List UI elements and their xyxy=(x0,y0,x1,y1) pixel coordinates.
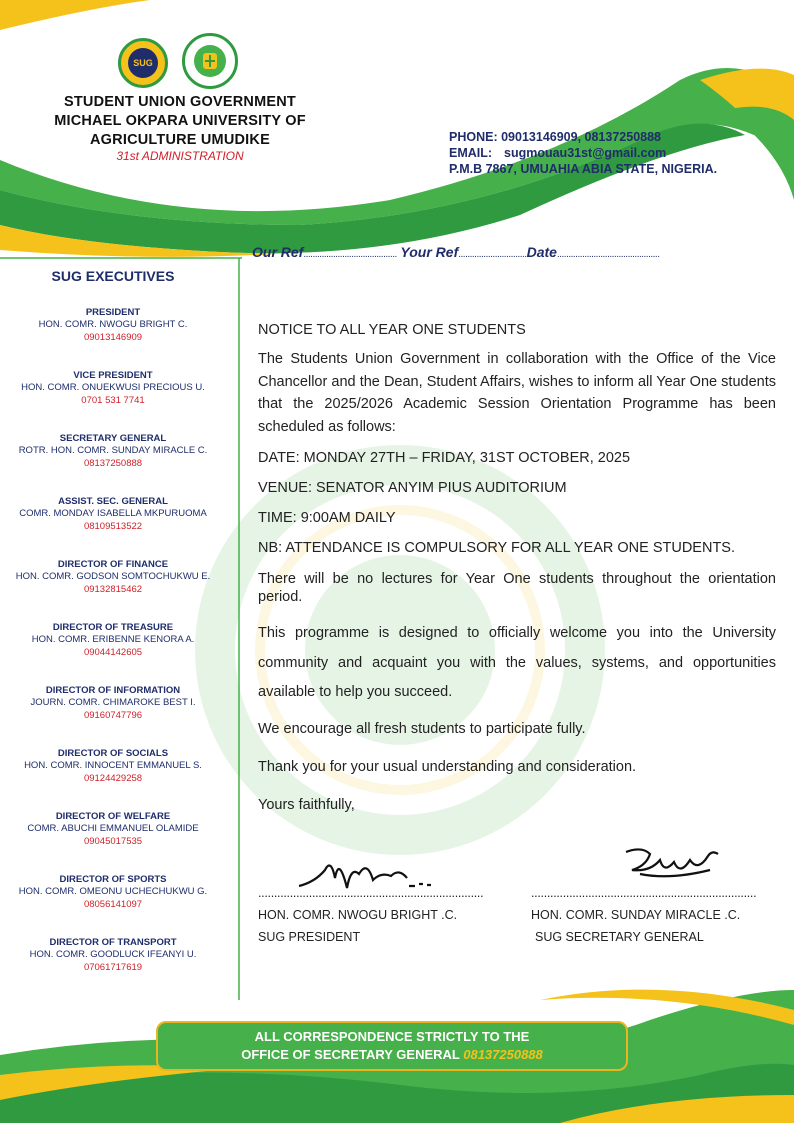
organization-name xyxy=(30,93,330,150)
executive-phone: 09045017535 xyxy=(83,836,143,847)
executive-phone: 08056141097 xyxy=(83,899,143,910)
email-label: EMAIL: xyxy=(449,146,493,160)
executive-entry xyxy=(10,622,216,685)
executive-name: HON. COMR. INNOCENT EMMANUEL S. xyxy=(24,760,202,771)
attendance-note: NB: ATTENDANCE IS COMPULSORY FOR ALL YEAR ONE STUDENTS. xyxy=(258,540,735,556)
secretary-signature xyxy=(620,840,730,886)
executive-title: DIRECTOR OF TRANSPORT xyxy=(49,937,177,948)
closing-text: Yours faithfully, xyxy=(258,796,355,813)
executive-phone: 0701 531 7741 xyxy=(81,395,145,406)
executive-name: HON. COMR. GOODLUCK IFEANYI U. xyxy=(29,949,197,960)
executive-title: SECRETARY GENERAL xyxy=(59,433,167,444)
encouragement-text: We encourage all fresh students to participate fully. xyxy=(258,720,586,737)
executive-title: DIRECTOR OF TREASURE xyxy=(52,622,174,633)
notice-body xyxy=(258,322,776,813)
banner-office: OFFICE OF SECRETARY GENERAL xyxy=(241,1047,460,1062)
executive-title: DIRECTOR OF SPORTS xyxy=(59,874,167,885)
executive-entry xyxy=(10,307,216,370)
executive-name: HON. COMR. ERIBENNE KENORA A. xyxy=(31,634,195,645)
executive-entry xyxy=(10,496,216,559)
executive-name: ROTR. HON. COMR. SUNDAY MIRACLE C. xyxy=(18,445,208,456)
org-line-2: MICHAEL OKPARA UNIVERSITY OF xyxy=(54,113,306,129)
banner-phone: 08137250888 xyxy=(463,1047,543,1062)
executive-entry xyxy=(10,811,216,874)
executive-name: HON. COMR. NWOGU BRIGHT C. xyxy=(38,319,188,330)
executive-name: COMR. ABUCHI EMMANUEL OLAMIDE xyxy=(27,823,199,834)
executive-entry xyxy=(10,937,216,1000)
signature-line: ....................................................................... xyxy=(531,886,757,900)
executive-phone: 09044142605 xyxy=(83,647,143,658)
executive-name: HON. COMR. ONUEKWUSI PRECIOUS U. xyxy=(21,382,205,393)
executive-title: DIRECTOR OF INFORMATION xyxy=(45,685,181,696)
thanks-text: Thank you for your usual understanding and consideration. xyxy=(258,758,637,775)
executive-entry xyxy=(10,559,216,622)
signatory-name: HON. COMR. SUNDAY MIRACLE .C. xyxy=(531,908,741,922)
executives-list xyxy=(10,307,216,1000)
email-value: sugmouau31st@gmail.com xyxy=(504,146,667,160)
signatory-name: HON. COMR. NWOGU BRIGHT .C. xyxy=(258,908,458,922)
event-time: TIME: 9:00AM DAILY xyxy=(258,510,396,526)
crest-icon xyxy=(192,43,228,79)
executive-phone: 08137250888 xyxy=(83,458,143,469)
executive-title: ASSIST. SEC. GENERAL xyxy=(58,496,168,507)
correspondence-banner xyxy=(156,1021,628,1071)
executive-name: JOURN. COMR. CHIMAROKE BEST I. xyxy=(30,697,196,708)
org-line-3: AGRICULTURE UMUDIKE xyxy=(90,132,270,148)
executive-phone: 07061717619 xyxy=(83,962,143,973)
no-lectures-note: There will be no lectures for Year One students throughout the orientation period. xyxy=(258,571,776,605)
event-date: DATE: MONDAY 27TH – FRIDAY, 31ST OCTOBER, 2025 xyxy=(258,450,631,466)
executive-phone: 09124429258 xyxy=(83,773,143,784)
executive-title: DIRECTOR OF FINANCE xyxy=(57,559,169,570)
executives-sidebar xyxy=(10,268,216,1000)
signatory-role: SUG SECRETARY GENERAL xyxy=(535,930,704,944)
executive-entry xyxy=(10,685,216,748)
executive-entry xyxy=(10,433,216,496)
signatory-secretary xyxy=(531,882,756,948)
our-ref-label: Our Ref xyxy=(252,244,304,260)
executive-phone: 09132815462 xyxy=(83,584,143,595)
executive-name: COMR. MONDAY ISABELLA MKPURUOMA xyxy=(19,508,207,519)
event-venue: VENUE: SENATOR ANYIM PIUS AUDITORIUM xyxy=(258,480,567,496)
executive-entry xyxy=(10,874,216,937)
banner-line-2 xyxy=(158,1046,626,1064)
executive-title: PRESIDENT xyxy=(85,307,141,318)
executive-name: HON. COMR. GODSON SOMTOCHUKWU E. xyxy=(15,571,211,582)
phone-line xyxy=(449,129,717,145)
reference-line: Our Ref......................................... Your Ref..............................Date............................................. xyxy=(252,244,660,260)
phone-value: 09013146909, 08137250888 xyxy=(501,130,661,144)
university-crest-logo xyxy=(182,33,238,89)
notice-intro: The Students Union Government in collaboration with the Office of the Vice Chancellor and the Dean, Student Affairs, wishes to inform all Year One students that the 2025/2026 Academic Session Orientation Programme has been scheduled as follows: xyxy=(258,351,776,435)
your-ref-label: Your Ref xyxy=(400,244,459,260)
notice-heading: NOTICE TO ALL YEAR ONE STUDENTS xyxy=(258,322,526,338)
executive-title: DIRECTOR OF SOCIALS xyxy=(57,748,169,759)
contact-info xyxy=(449,129,717,177)
executive-title: DIRECTOR OF WELFARE xyxy=(55,811,171,822)
date-label: Date xyxy=(526,244,557,260)
executive-phone: 08109513522 xyxy=(83,521,143,532)
sug-logo-text: SUG xyxy=(128,48,158,78)
email-line xyxy=(449,145,717,161)
executive-entry xyxy=(10,370,216,433)
executive-title: VICE PRESIDENT xyxy=(73,370,153,381)
signatory-president xyxy=(258,882,483,948)
executive-phone: 09160747796 xyxy=(83,710,143,721)
phone-label: PHONE: xyxy=(449,130,498,144)
executive-phone: 09013146909 xyxy=(83,332,143,343)
sug-logo xyxy=(118,38,168,88)
banner-line-1: ALL CORRESPONDENCE STRICTLY TO THE xyxy=(254,1029,530,1044)
org-line-1: STUDENT UNION GOVERNMENT xyxy=(64,94,296,110)
administration-label: 31st ADMINISTRATION xyxy=(116,149,244,163)
executive-entry xyxy=(10,748,216,811)
signatory-role: SUG PRESIDENT xyxy=(258,930,361,944)
postal-address: P.M.B 7867, UMUAHIA ABIA STATE, NIGERIA. xyxy=(449,162,718,176)
executive-name: HON. COMR. OMEONU UCHECHUKWU G. xyxy=(18,886,208,897)
signature-line: ....................................................................... xyxy=(258,886,484,900)
programme-description: This programme is designed to officially welcome you into the University community and acquaint you with the values, systems, and opportunities available to help you succeed. xyxy=(258,625,776,700)
sidebar-heading: SUG EXECUTIVES xyxy=(51,268,175,284)
